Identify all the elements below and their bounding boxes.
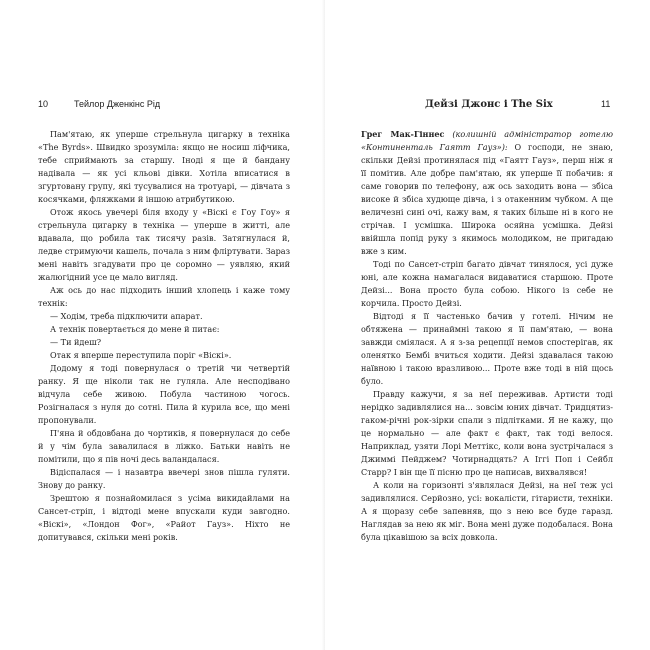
interview-paragraph [361, 128, 613, 258]
paragraph: А технік повертається до мене й питає: [50, 324, 220, 334]
paragraph: Тоді по Сансет-стріп багато дівчат тинялося, усі дуже юні, але кожна намагалася видаватися старшою. Проте Дейзі... Вона просто була собою. Нікого із себе не корчила. Просто Дейзі. [361, 259, 613, 308]
left-body-text [38, 128, 290, 544]
paragraph: Відіспалася — і назавтра ввечері знов пішла гуляти. Знову до ранку. [38, 467, 290, 490]
paragraph: Правду кажучи, я за неї переживав. Артисти тоді нерідко задивлялися на... зовсім юних дівчат. Тридцятиз-гаком-річні рок-зірки спали з підлітками. Я не кажу, що це нормально — але факт є факт, так тоді велося. Наприклад, узяти Лорі Меттікс, коли вона зустрічалася з Джиммі Пейджем? Чотирнадцять? А Іггі Поп і Сейбл Старр? І він ще її пісню про це написав, вихвалявся! [361, 389, 613, 477]
paragraph: Отак я вперше переступила поріг «Віскі». [50, 350, 232, 360]
paragraph: Отож якось увечері біля входу у «Віскі є Гоу Гоу» я стрельнула цигарку в техніка — уперше в житті, але вдавала, що робила так тисячу разів. Затягнулася й, ледве стримуючи кашель, почала з ним фліртувати. Зараз мені навіть згадувати про це соромно — уявляю, який жалюгідний усе це мало вигляд. [38, 207, 290, 282]
paragraph: Додому я тоді повернулася о третій чи четвертій ранку. Я ще ніколи так не гуляла. Але несподівано відчула себе живою. Побула частиною чогось. Розігналася з нуля до сотні. Пила й курила все, що мені пропонували. [38, 363, 290, 425]
right-page-number: 11 [601, 99, 611, 109]
right-running-title: Дейзі Джонс і The Six [425, 99, 553, 110]
speaker-role: (колишній адміністратор готелю «Континенталь Гаятт Гауз»): [361, 129, 613, 152]
left-running-head: Тейлор Дженкінс Рід [74, 99, 161, 109]
paragraph-text: О господи, не знаю, скільки Дейзі протинялася під «Гаятт Гауз», перш ніж я її помітив. Але добре пам'ятаю, як уперше її побачив: я саме говорив по телефону, аж ось заходить вона — збіса високе й збіса худюще дівча, і з отакенним чубком. А ще величезні сині очі, кажу вам, я таких більше ні в кого не стрічав. І усмішка. Широка осяйна усмішка. Дейзі ввійшла попід руку з якимось молодиком, не пригадаю вже з ким. [361, 142, 613, 256]
left-page-number: 10 [38, 99, 49, 109]
speaker-name: Грег Мак-Гіннес [361, 129, 445, 139]
paragraph: Зрештою я познайомилася з усіма викидайлами на Сансет-стріп, і відтоді мене впускали куди завгодно. «Віскі», «Лондон Фог», «Райот Гауз». Ніхто не допитувався, скільки мені років. [38, 493, 290, 542]
paragraph: — Ходім, треба підключити апарат. [50, 311, 203, 321]
paragraph: Відтоді я її частенько бачив у готелі. Нічим не обтяжена — принаймні такою я її пам'ятаю, — вона завжди сміялася. А я з-за рецепції немов спостерігав, як оленятко Бембі вчиться ходити. Дейзі здавалася такою наївною і такою вразливою... Проте вже тоді в ній щось було. [361, 311, 613, 386]
right-page [325, 0, 650, 650]
paragraph: А коли на горизонті з'являлася Дейзі, на неї теж усі задивлялися. Серйозно, усі: вокалісти, гітаристи, техніки. А я щоразу себе запевняв, що з нею все буде гаразд. Наглядав за нею як міг. Вона мені дуже подобалася. Вона була цікавішою за всіх довкола. [361, 480, 613, 542]
right-body-text [361, 128, 613, 544]
paragraph: П'яна й обдовбана до чортиків, я повернулася до себе й у чім була завалилася в ліжко. Батьки навіть не помітили, що я пів ночі десь валандалася. [38, 428, 290, 464]
paragraph: Пам'ятаю, як уперше стрельнула цигарку в техніка «The Byrds». Швидко зрозуміла: якщо не носиш ліфчика, тебе сприймають за старшу. Іноді я ще й бандану надівала — як усі кльові дівки. Хотіла вписатися в згуртовану групу, які тусувалися на тротуарі, — дівчата з косячками, фляжками й іншою атрибутикою. [38, 129, 290, 204]
paragraph: — Ти йдеш? [50, 337, 102, 347]
paragraph: Аж ось до нас підходить інший хлопець і каже тому технік: [38, 285, 290, 308]
